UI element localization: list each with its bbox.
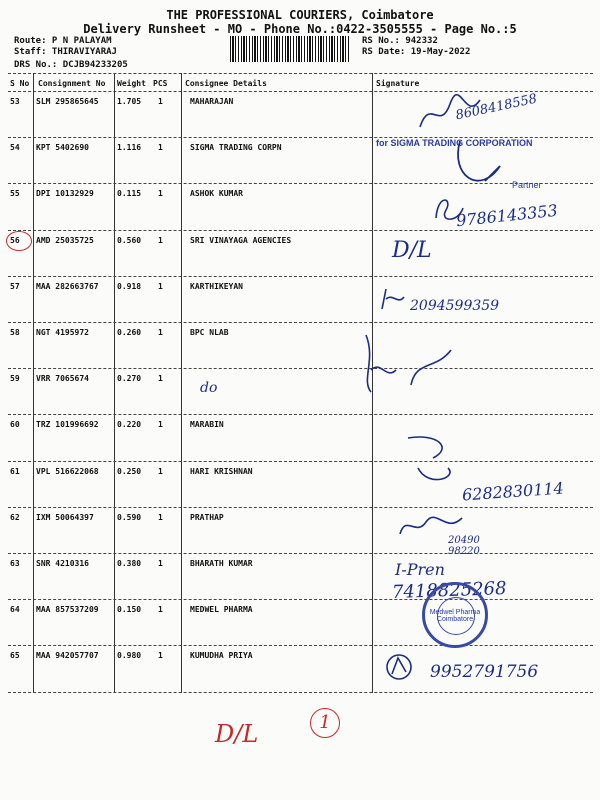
row-pcs: 1: [158, 466, 163, 476]
rs-number: RS No.: 942332: [362, 36, 438, 46]
row-divider: [8, 692, 593, 693]
row-divider: [8, 322, 593, 323]
row-consignee: BPC NLAB: [190, 328, 229, 337]
row-weight: 0.115: [117, 189, 142, 199]
row-consignee: MAHARAJAN: [190, 97, 234, 106]
row-consignment-no: MAA 942057707: [36, 651, 99, 661]
row-consignment-no: KPT 5402690: [36, 143, 89, 153]
col-header-weight: Weight: [117, 79, 146, 88]
staff-label: Staff: THIRAVIYARAJ: [14, 47, 117, 57]
row-consignment-no: AMD 25035725: [36, 235, 94, 245]
barcode: [230, 36, 350, 62]
row-sno: 59: [10, 374, 20, 384]
row-sno: 65: [10, 651, 20, 661]
row-sno: 55: [10, 189, 20, 199]
row-consignment-no: DPI 10132929: [36, 189, 94, 199]
handwritten-phone: 9786143353: [455, 200, 559, 231]
row-pcs: 1: [158, 143, 163, 153]
row-consignment-no: NGT 4195972: [36, 328, 89, 337]
footer-delivered-note: D/L: [215, 720, 259, 748]
row-divider: [8, 507, 593, 508]
row-sno: 54: [10, 143, 20, 153]
partner-label: Partner: [512, 180, 542, 190]
signature-57: [378, 285, 408, 313]
handwritten-phone: 20490 98220: [448, 535, 480, 557]
row-sno: 61: [10, 466, 20, 476]
col-header-signature: Signature: [376, 79, 420, 88]
row-weight: 0.380: [117, 559, 142, 568]
row-consignee: SIGMA TRADING CORPN: [190, 143, 282, 153]
row-consignment-no: SLM 295865645: [36, 97, 99, 106]
row-consignee: KUMUDHA PRIYA: [190, 651, 253, 661]
row-consignee: MARABIN: [190, 420, 224, 430]
table-top-rule: [8, 73, 593, 74]
row-consignee: HARI KRISHNAN: [190, 466, 253, 476]
sigma-stamp: for SIGMA TRADING CORPORATION: [376, 138, 533, 148]
row-sno: 62: [10, 512, 20, 522]
row-sno: 57: [10, 281, 20, 291]
row-sno: 56: [10, 235, 20, 245]
row-pcs: 1: [158, 97, 163, 106]
row-consignee: PRATHAP: [190, 512, 224, 522]
footer-count-circle: 1: [310, 708, 340, 738]
medwel-pharma-stamp: Medwel Pharma Coimbatore: [422, 582, 488, 648]
row-consignment-no: TRZ 101996692: [36, 420, 99, 430]
row-sno: 64: [10, 605, 20, 615]
row-consignee: BHARATH KUMAR: [190, 559, 253, 568]
row-pcs: 1: [158, 189, 163, 199]
row-weight: 1.705: [117, 97, 142, 106]
handwritten-phone: 8608418558: [454, 91, 539, 124]
row-consignment-no: MAA 282663767: [36, 281, 99, 291]
row-weight: 0.980: [117, 651, 142, 661]
row-divider: [8, 276, 593, 277]
row-sno: 53: [10, 97, 20, 106]
row-consignment-no: MAA 857537209: [36, 605, 99, 615]
row-divider: [8, 414, 593, 415]
row-divider: [8, 645, 593, 646]
row-consignee: SRI VINAYAGA AGENCIES: [190, 235, 292, 245]
col-header-pcs: PCS: [153, 79, 168, 88]
signature-54: [450, 136, 510, 196]
header-rule: [8, 91, 593, 92]
row-weight: 0.260: [117, 328, 142, 337]
handwritten-phone: 2094599359: [410, 298, 500, 314]
row-sno: 60: [10, 420, 20, 430]
row-pcs: 1: [158, 235, 163, 245]
signature-60-61: [398, 428, 468, 498]
company-title: THE PROFESSIONAL COURIERS, Coimbatore: [166, 8, 434, 22]
col-header-consignment: Consignment No: [38, 79, 106, 88]
row-consignment-no: VPL 516622068: [36, 466, 99, 476]
row-weight: 0.270: [117, 374, 142, 384]
row-consignment-no: VRR 7065674: [36, 374, 89, 384]
handwritten-phone: 6282830114: [461, 478, 565, 505]
signature-65: [382, 650, 416, 684]
row-pcs: 1: [158, 328, 163, 337]
delivered-note: D/L: [392, 238, 432, 263]
row-pcs: 1: [158, 605, 163, 615]
row-pcs: 1: [158, 420, 163, 430]
row-pcs: 1: [158, 651, 163, 661]
row-divider: [8, 368, 593, 369]
row-divider: [8, 230, 593, 231]
signature-58: [356, 330, 466, 400]
row-weight: 0.150: [117, 605, 142, 615]
handwritten-name: I-Pren: [395, 560, 445, 579]
row-weight: 1.116: [117, 143, 142, 153]
row-consignment-no: IXM 50064397: [36, 512, 94, 522]
row-consignee: ASHOK KUMAR: [190, 189, 243, 199]
route-label: Route: P N PALAYAM: [14, 36, 112, 46]
row-consignee: MEDWEL PHARMA: [190, 605, 253, 615]
col-header-consignee: Consignee Details: [185, 79, 267, 88]
row-weight: 0.590: [117, 512, 142, 522]
row-divider: [8, 461, 593, 462]
row-sno: 58: [10, 328, 20, 337]
ditto-mark: do: [200, 380, 218, 396]
runsheet-subtitle: Delivery Runsheet - MO - Phone No.:0422-3505555 - Page No.:5: [83, 22, 517, 36]
row-divider: [8, 599, 593, 600]
row-weight: 0.918: [117, 281, 142, 291]
col-header-sno: S No: [10, 79, 30, 88]
row-pcs: 1: [158, 559, 163, 568]
row-consignment-no: SNR 4210316: [36, 559, 89, 568]
row-weight: 0.250: [117, 466, 142, 476]
drs-number: DRS No.: DCJB94233205: [14, 60, 128, 70]
handwritten-phone: 9952791756: [430, 662, 539, 682]
row-weight: 0.220: [117, 420, 142, 430]
row-consignee: KARTHIKEYAN: [190, 281, 243, 291]
row-pcs: 1: [158, 512, 163, 522]
row-sno: 63: [10, 559, 20, 568]
row-pcs: 1: [158, 281, 163, 291]
signature-53: [415, 92, 485, 137]
row-pcs: 1: [158, 374, 163, 384]
rs-date: RS Date: 19-May-2022: [362, 47, 471, 57]
handwritten-phone: 7418825268: [391, 578, 507, 603]
row-weight: 0.560: [117, 235, 142, 245]
row-56-highlight-circle: [6, 231, 32, 251]
